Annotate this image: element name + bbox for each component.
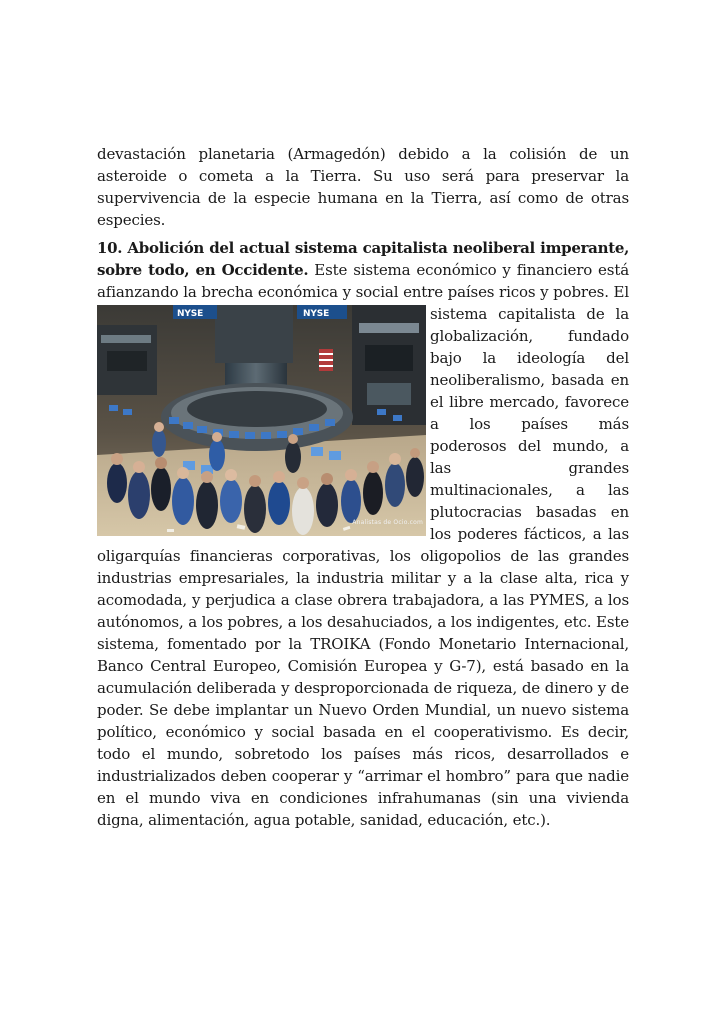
stock-exchange-photo — [97, 305, 426, 536]
section-10-heading: 10. Abolición del actual sistema capitalista neoliberal imperante, sobre todo, en Occidente. — [97, 239, 629, 279]
paragraph-asteroid: devastación planetaria (Armagedón) debido a la colisión de un asteroide o cometa a la Tierra. Su uso será para preservar la supervivencia de la especie humana en la Tierra, así como de otras especies. — [97, 145, 629, 229]
section-10-intro: Este sistema económico y financiero está afianzando la brecha económica y social entre países ricos y pobres. El — [97, 261, 629, 301]
section-10-body: sistema capitalista de la globalización, fundado bajo la ideología del neoliberalismo, basada en el libre mercado, favorece a los países más poderosos del mundo, a las grandes multinacionales, a las plutocracias basadas en los poderes fácticos, a las oligarquías financieras corporativas, los oligopolios de las grandes industrias empresariales, la industria militar y a la clase alta, rica y acomodada, y perjudica a clase obrera trabajadora, a las PYMES, a los autónomos, a los pobres, a los desahuciados, a los indigentes, etc. Este sistema, fomentado por la TROIKA (Fondo Monetario Internacional, Banco Central Europeo, Comisión Europea y G-7), está basado en la acumulación deliberada y desproporcionada de riqueza, de dinero y de poder. Se debe implantar un Nuevo Orden Mundial, un nuevo sistema político, económico y social basada en el cooperativismo. Es decir, todo el mundo, sobretodo los países más ricos, desarrollados e industrializados deben cooperar y “arrimar el hombro” para que nadie en el mundo viva en condiciones infrahumanas (sin una vivienda digna, alimentación, agua potable, sanidad, educación, etc.). — [97, 305, 629, 829]
section-10-paragraph — [97, 237, 629, 831]
nyse-sign-left: NYSE — [177, 309, 204, 319]
document-page — [97, 143, 629, 831]
photo-credit: Analistas de Ocio.com — [352, 519, 423, 526]
nyse-sign-right: NYSE — [303, 309, 330, 319]
